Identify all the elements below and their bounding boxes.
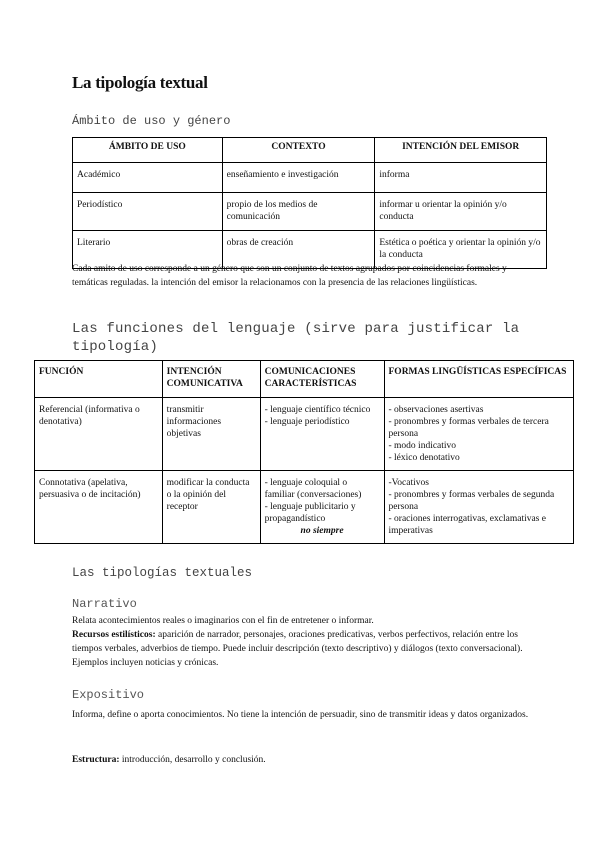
table-cell: Literario	[73, 231, 223, 269]
table-cell: obras de creación	[222, 231, 375, 269]
section-heading-tipologias: Las tipologías textuales	[72, 566, 253, 580]
table-row	[73, 163, 547, 193]
table-cell: informar u orientar la opinión y/o conducta	[375, 193, 547, 231]
table-cell	[384, 398, 574, 471]
table-row	[35, 471, 574, 544]
table-cell: informa	[375, 163, 547, 193]
section-heading-funciones: Las funciones del lenguaje (sirve para justificar la tipología)	[72, 321, 520, 355]
list-item: - observaciones asertivas	[388, 405, 484, 415]
table-header: ÁMBITO DE USO	[73, 138, 223, 163]
table-cell: enseñamiento e investigación	[222, 163, 375, 193]
table-header: INTENCIÓN COMUNICATIVA	[162, 361, 260, 398]
narrativo-paragraph	[72, 614, 542, 670]
list-item: - pronombres y formas verbales de segunda persona	[388, 490, 555, 512]
subheading-narrativo: Narrativo	[72, 597, 137, 611]
list-item: - modo indicativo	[388, 441, 457, 451]
table-cell: Estética o poética y orientar la opinión y/o la conducta	[375, 231, 547, 269]
table-cell	[260, 471, 384, 544]
table-row	[73, 193, 547, 231]
estructura-label: Estructura:	[72, 755, 120, 765]
note-text: no siempre	[300, 526, 344, 536]
table-cell: Periodístico	[73, 193, 223, 231]
list-item: - léxico denotativo	[388, 453, 460, 463]
list-item: - oraciones interrogativas, exclamativas e imperativas	[388, 514, 546, 536]
table-header: FUNCIÓN	[35, 361, 163, 398]
ambito-paragraph: Cada amito de uso corresponde a un género que son un conjunto de textos agrupados por coincidencias formales y temáticas reguladas. la intención del emisor la relacionamos con la presencia de las relaciones lingüísticas.	[72, 264, 507, 288]
narrativo-recursos	[72, 628, 542, 670]
recursos-text: aparición de narrador, personajes, oraciones predicativas, verbos perfectivos, relación entre los tiempos verbales, adverbios de tiempo. Puede incluir descripción (texto descriptivo) y diálogos (texto conversacional). Ejemplos incluyen noticias y crónicas.	[72, 630, 523, 668]
table-cell	[384, 471, 574, 544]
table-header-row	[73, 138, 547, 163]
list-item: - lenguaje periodístico	[264, 417, 350, 427]
table-header: INTENCIÓN DEL EMISOR	[375, 138, 547, 163]
estructura-text: introducción, desarrollo y conclusión.	[119, 755, 266, 765]
section-heading-ambito: Ámbito de uso y género	[72, 114, 231, 128]
recursos-label: Recursos estilísticos:	[72, 630, 156, 640]
page-title: La tipología textual	[72, 73, 208, 92]
list-item: -Vocativos	[388, 478, 429, 488]
list-item: - lenguaje científico técnico	[264, 405, 371, 415]
table-header-row	[35, 361, 574, 398]
table-cell: transmitir informaciones objetivas	[162, 398, 260, 471]
table-cell: Referencial (informativa o denotativa)	[35, 398, 163, 471]
narrativo-line1: Relata acontecimientos reales o imaginarios con el fin de entretener o informar.	[72, 616, 374, 626]
ambito-table	[72, 137, 547, 269]
table-cell: propio de los medios de comunicación	[222, 193, 375, 231]
table-cell	[260, 398, 384, 471]
table-cell: Connotativa (apelativa, persuasiva o de incitación)	[35, 471, 163, 544]
expositivo-paragraph: Informa, define o aporta conocimientos. No tiene la intención de persuadir, sino de transmitir ideas y datos organizados.	[72, 710, 529, 720]
subheading-expositivo: Expositivo	[72, 688, 145, 702]
table-cell: modificar la conducta o la opinión del receptor	[162, 471, 260, 544]
table-header: COMUNICACIONES CARACTERÍSTICAS	[260, 361, 384, 398]
table-cell: Académico	[73, 163, 223, 193]
list-item: - lenguaje coloquial o familiar (conversaciones)	[264, 478, 362, 500]
expositivo-estructura	[72, 753, 542, 767]
table-row	[35, 398, 574, 471]
list-item: - lenguaje publicitario y propagandístico	[264, 502, 356, 524]
list-item: - pronombres y formas verbales de tercera persona	[388, 417, 549, 439]
funciones-table	[34, 360, 574, 544]
table-header: CONTEXTO	[222, 138, 375, 163]
table-header: FORMAS LINGÜÍSTICAS ESPECÍFICAS	[384, 361, 574, 398]
